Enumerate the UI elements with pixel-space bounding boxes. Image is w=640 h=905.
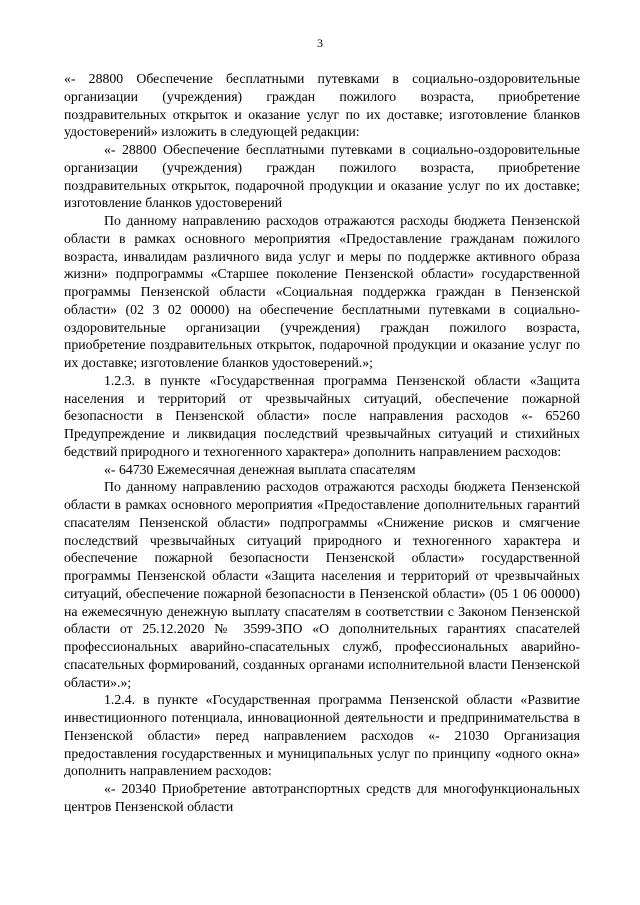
paragraph: «- 28800 Обеспечение бесплатными путевками в социально-оздоровительные организации (учреждения) граждан пожилого возраста, приобретение поздравительных открыток и оказание услуг по их доставке; изготовление бланков удостоверений» изложить в следующей редакции: [64, 71, 580, 140]
document-body [64, 70, 580, 816]
paragraph: «- 28800 Обеспечение бесплатными путевками в социально-оздоровительные организации (учреждения) граждан пожилого возраста, приобретение поздравительных открыток, подарочной продукции и оказание услуг по их доставке; изготовление бланков удостоверений [64, 142, 580, 211]
paragraph: «- 64730 Ежемесячная денежная выплата спасателям [104, 461, 416, 477]
page-number: 3 [317, 36, 323, 50]
paragraph: 1.2.4. в пункте «Государственная программа Пензенской области «Развитие инвестиционного потенциала, инновационной деятельности и предпринимательства в Пензенской области» перед направлением расходов «- 21030 Организация предоставления государственных и муниципальных услуг по принципу «одного окна» дополнить направлением расходов: [64, 692, 580, 779]
paragraph: По данному направлению расходов отражаются расходы бюджета Пензенской области в рамках основного мероприятия «Предоставление дополнительных гарантий спасателям Пензенской области» подпрограммы «Снижение рисков и смягчение последствий чрезвычайных ситуаций природного и техногенного характера и обеспечение пожарной безопасности Пензенской области» государственной программы Пензенской области «Защита населения и территорий от чрезвычайных ситуаций, обеспечение пожарной безопасности в Пензенской области» (05 1 06 00000) на ежемесячную денежную выплату спасателям в соответствии с Законом Пензенской области от 25.12.2020 № 3599-ЗПО «О дополнительных гарантиях спасателей профессиональных аварийно-спасательных служб, профессиональных аварийно-спасательных формирований, созданных органами исполнительной власти Пензенской области».»; [64, 479, 580, 690]
paragraph: 1.2.3. в пункте «Государственная программа Пензенской области «Защита населения и территорий от чрезвычайных ситуаций, обеспечение пожарной безопасности в Пензенской области» после направления расходов «- 65260 Предупреждение и ликвидация последствий чрезвычайных ситуаций и стихийных бедствий природного и техногенного характера» дополнить направлением расходов: [64, 372, 580, 459]
paragraph: «- 20340 Приобретение автотранспортных средств для многофункциональных центров Пензенской области [64, 781, 580, 814]
paragraph: По данному направлению расходов отражаются расходы бюджета Пензенской области в рамках основного мероприятия «Предоставление гражданам пожилого возраста, инвалидам различного вида услуг и меры по поддержке активного образа жизни» подпрограммы «Старшее поколение Пензенской области» государственной программы Пензенской области «Социальная поддержка граждан в Пензенской области» (02 3 02 00000) на обеспечение бесплатными путевками в социально-оздоровительные организации (учреждения) граждан пожилого возраста, приобретение поздравительных открыток, подарочной продукции и оказание услуг по их доставке; изготовление бланков удостоверений.»; [64, 213, 580, 370]
